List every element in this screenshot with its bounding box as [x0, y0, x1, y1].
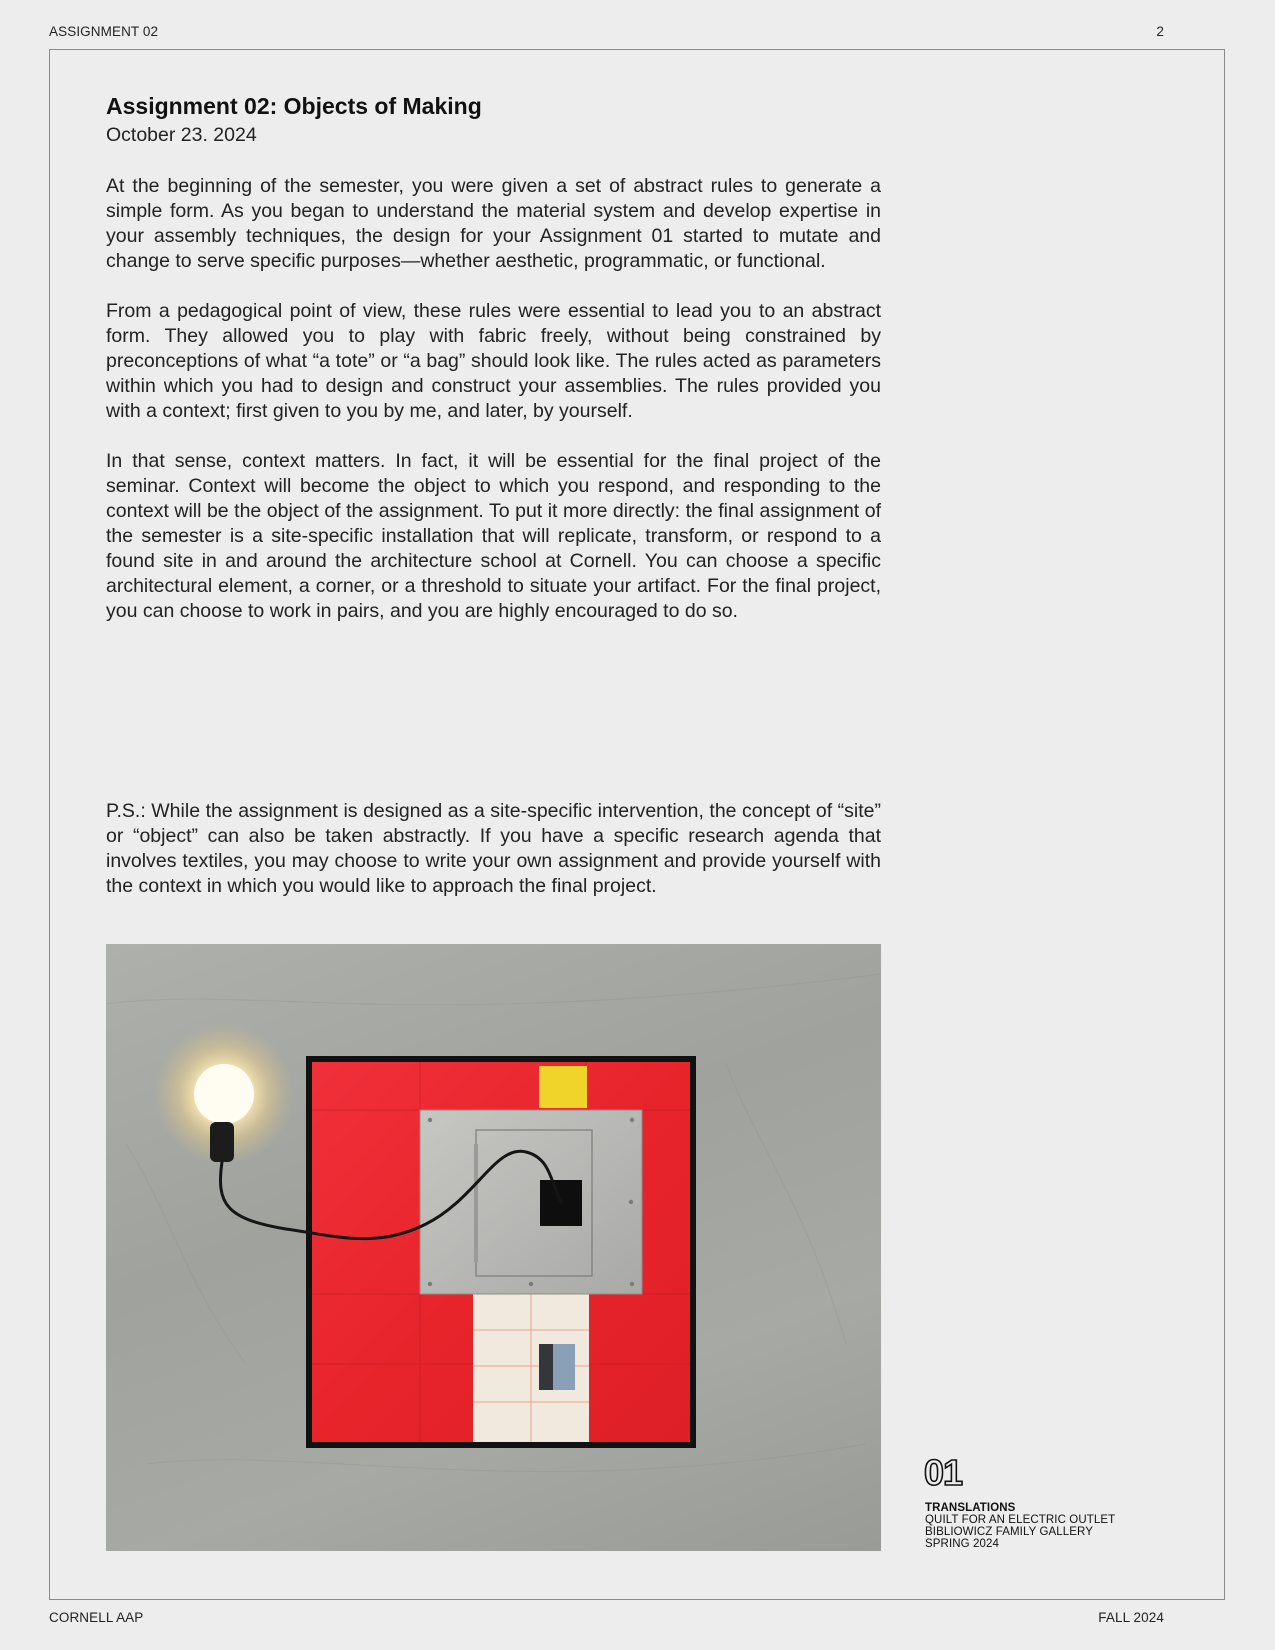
figure-caption-line: SPRING 2024: [925, 1538, 999, 1550]
body-paragraph: From a pedagogical point of view, these rules were essential to lead you to an abstract form. They allowed you to play with fabric freely, without being constrained by preconceptions of what “a tote” or “a bag” should look like. The rules acted as parameters within which you had to design and construct your assemblies. The rules provided you with a context; first given to you by me, and later, by yourself.: [106, 300, 881, 422]
quilt-illustration: [106, 944, 881, 1551]
body-paragraph: In that sense, context matters. In fact, it will be essential for the final project of the seminar. Context will become the object to which you respond, and responding to the context will be the object of the assignment. To put it more directly: the final assignment of the semester is a site-specific installation that will replicate, transform, or respond to a found site in and around the architecture school at Cornell. You can choose a specific architectural element, a corner, or a threshold to situate your artifact. For the final project, you can choose to work in pairs, and you are highly encouraged to do so.: [106, 450, 881, 622]
page-number: 2: [1156, 24, 1164, 39]
figure-caption-title: TRANSLATIONS: [925, 1502, 1016, 1514]
quilt: [306, 1056, 696, 1448]
quilt-yellow-patch: [539, 1066, 587, 1108]
metal-plate: [420, 1110, 642, 1294]
postscript-paragraph: P.S.: While the assignment is designed as a site-specific intervention, the concept of “site” or “object” can also be taken abstractly. If you have a specific research agenda that involves textiles, you may choose to write your own assignment and provide yourself with the context in which you would like to approach the final project.: [106, 800, 881, 897]
document-title: Assignment 02: Objects of Making: [106, 93, 482, 119]
running-footer-right: FALL 2024: [1098, 1610, 1164, 1625]
figure-caption-line: QUILT FOR AN ELECTRIC OUTLET: [925, 1514, 1116, 1526]
figure-number: 01: [924, 1452, 963, 1493]
figure-caption-line: BIBLIOWICZ FAMILY GALLERY: [925, 1526, 1094, 1538]
running-header: ASSIGNMENT 02: [49, 24, 159, 39]
lightbulb-icon: [194, 1064, 254, 1124]
running-footer-left: CORNELL AAP: [49, 1610, 144, 1625]
document-date: October 23. 2024: [106, 124, 257, 146]
body-paragraph: At the beginning of the semester, you were given a set of abstract rules to generate a simple form. As you began to understand the material system and develop expertise in your assembly techniques, the design for your Assignment 01 started to mutate and change to serve specific purposes—whether aesthetic, programmatic, or functional.: [106, 175, 881, 272]
bulb-socket: [210, 1122, 234, 1162]
quilt-photo: [106, 944, 881, 1551]
